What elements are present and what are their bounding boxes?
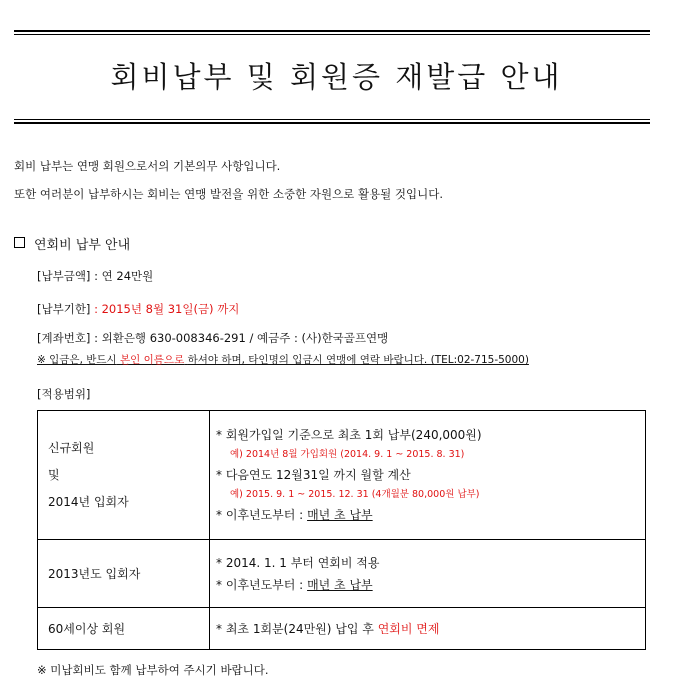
amount-label: [납부금액] — [37, 269, 91, 283]
row1-left-line-3: 2014년 입회자 — [48, 494, 129, 509]
scope-table — [37, 410, 646, 650]
row1-left-line-2: 및 — [48, 467, 60, 482]
intro-line-1: 회비 납부는 연맹 회원으로서의 기본의무 사항입니다. — [14, 159, 281, 173]
deadline-value: : 2015년 8월 31일(금) 까지 — [94, 302, 240, 316]
account-line — [37, 330, 388, 346]
table-row — [38, 540, 646, 608]
footer-note: ※ 미납회비도 함께 납부하여 주시기 바랍니다. — [37, 663, 269, 677]
title-rule-thick — [14, 122, 650, 124]
deposit-note — [37, 352, 529, 367]
row2-bullet-2-underline: 매년 초 납부 — [307, 577, 373, 592]
scope-label: [적용범위] — [37, 387, 91, 401]
row2-bullet-2 — [216, 574, 644, 596]
row3-bullet-1 — [216, 618, 644, 640]
amount-value: : 연 24만원 — [94, 269, 154, 283]
row1-bullet-2: * 다음연도 12월31일 까지 월할 계산 — [216, 468, 411, 482]
row1-right-cell — [210, 411, 646, 540]
account-value: : 외환은행 630-008346-291 / 예금주 : (사)한국골프연맹 — [94, 331, 389, 345]
row1-bullet-1: * 회원가입일 기준으로 최초 1회 납부(240,000원) — [216, 428, 482, 442]
row1-left-cell — [38, 411, 210, 540]
note-pre: ※ 입금은, 반드시 — [37, 354, 117, 366]
table-row — [38, 411, 646, 540]
amount-line — [37, 268, 153, 284]
section-heading — [14, 234, 130, 253]
row1-bullet-3 — [216, 504, 644, 526]
row2-right-cell — [210, 540, 646, 608]
section-title: 연회비 납부 안내 — [34, 238, 131, 253]
deadline-label: [납부기한] — [37, 302, 91, 316]
row3-bullet-1-red: 연회비 면제 — [377, 621, 440, 636]
row2-bullet-2-text: * 이후년도부터 : — [216, 577, 304, 592]
note-post: 하셔야 하며, 타인명의 입금시 연맹에 연락 바랍니다. (TEL:02-715-5000) — [187, 354, 529, 366]
row3-right-cell — [210, 608, 646, 650]
row3-left-cell: 60세이상 회원 — [38, 608, 210, 650]
row2-left-cell: 2013년도 입회자 — [38, 540, 210, 608]
row2-bullet-1: * 2014. 1. 1 부터 연회비 적용 — [216, 555, 380, 570]
row1-bullet-3-underline: 매년 초 납부 — [307, 508, 373, 522]
top-rule-thin — [14, 34, 650, 35]
account-label: [계좌번호] — [37, 331, 91, 345]
table-row — [38, 608, 646, 650]
top-rule-thick — [14, 30, 650, 32]
row3-bullet-1-text: * 최초 1회분(24만원) 납입 후 — [216, 621, 374, 636]
row1-example-1: 예) 2014년 8월 가입회원 (2014. 9. 1 ~ 2015. 8. 31) — [230, 449, 465, 460]
deadline-line — [37, 301, 239, 317]
title-rule-thin — [14, 119, 650, 120]
row1-example-2: 예) 2015. 9. 1 ~ 2015. 12. 31 (4개월분 80,000원 납부) — [230, 489, 480, 500]
row1-bullet-3-text: * 이후년도부터 : — [216, 508, 304, 522]
intro-line-2: 또한 여러분이 납부하시는 회비는 연맹 발전을 위한 소중한 자원으로 활용될 것입니다. — [14, 187, 444, 201]
square-bullet-icon — [14, 237, 25, 248]
page-title: 회비납부 및 회원증 재발급 안내 — [110, 60, 563, 94]
row1-left-line-1: 신규회원 — [48, 440, 95, 455]
note-highlight: 본인 이름으로 — [120, 354, 185, 366]
